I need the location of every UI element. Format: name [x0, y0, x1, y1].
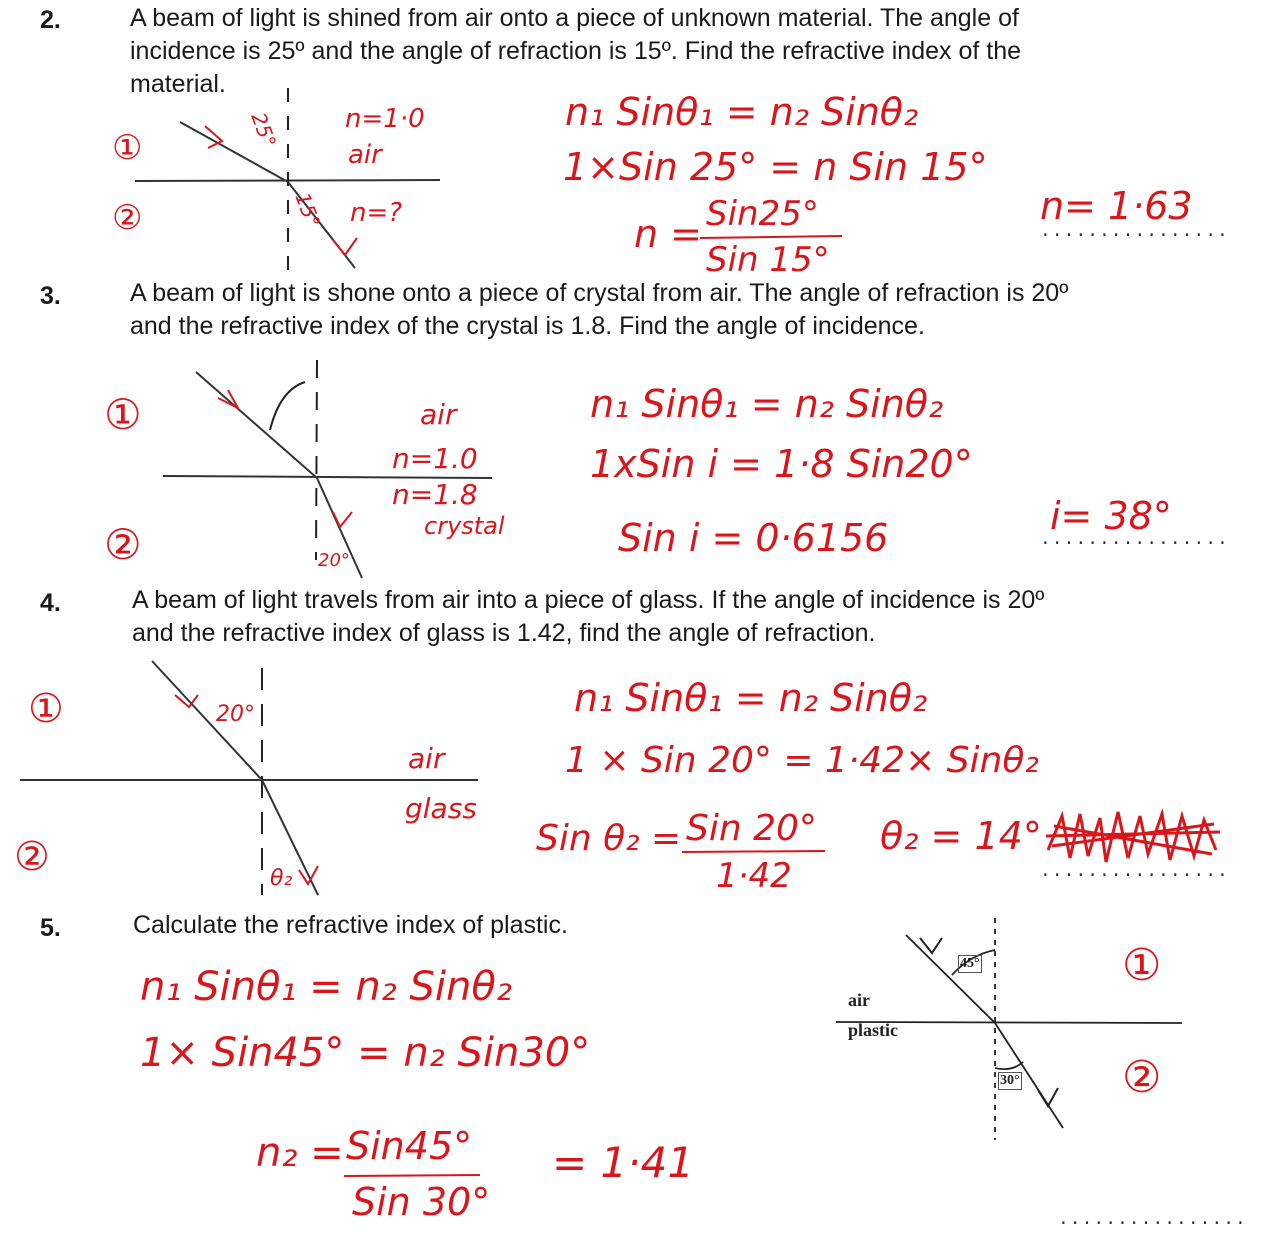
incident-ray	[196, 372, 317, 478]
air-label: air	[848, 990, 870, 1010]
fraction-denominator: Sin 15°	[706, 240, 830, 280]
question-line: A beam of light is shone onto a piece of crystal from air. The angle of refraction is 20º	[130, 279, 1069, 307]
arrow-head	[920, 938, 942, 953]
question-number: 5.	[40, 914, 61, 942]
medium-1-marker: ①	[112, 128, 143, 168]
medium-1-marker: ①	[104, 390, 142, 439]
arrow-head	[175, 695, 198, 707]
diagram-label: n=1.0	[392, 442, 478, 475]
diagram-label: n=1·0	[345, 104, 425, 134]
answer-line: ................	[1058, 1210, 1247, 1230]
question-line: material.	[130, 70, 226, 98]
final-answer: θ₂ = 14°	[880, 814, 1042, 858]
diagram-label: glass	[405, 792, 477, 825]
question-number: 4.	[40, 589, 61, 617]
angle-label: 20°	[318, 550, 350, 571]
angle-arc	[270, 382, 305, 430]
fraction-numerator: Sin 20°	[686, 808, 817, 849]
diagram-label: crystal	[424, 512, 505, 540]
working-line: n₁ Sinθ₁ = n₂ Sinθ₂	[574, 676, 928, 720]
diagram-label: air	[348, 140, 382, 170]
fraction-denominator: Sin 30°	[352, 1180, 491, 1224]
arrow-head	[333, 238, 357, 255]
fraction-numerator: Sin45°	[346, 1124, 473, 1168]
medium-2-marker: ②	[14, 834, 50, 880]
q4-diagram	[20, 661, 478, 895]
diagram-label: n=?	[350, 198, 403, 228]
final-answer: n= 1·63	[1040, 184, 1193, 228]
fraction-denominator: 1·42	[716, 856, 792, 896]
working-line: Sin i = 0·6156	[618, 516, 889, 560]
refraction-angle-label: 30°	[1000, 1073, 1020, 1088]
fraction-bar	[700, 236, 842, 238]
working-line: n =	[634, 212, 703, 256]
question-line: A beam of light travels from air into a piece of glass. If the angle of incidence is 20º	[132, 586, 1045, 614]
medium-2-marker: ②	[112, 198, 143, 238]
plastic-label: plastic	[848, 1020, 899, 1040]
crossed-out-scribble	[1044, 806, 1224, 876]
medium-1-marker: ①	[28, 686, 64, 732]
working-line: 1xSin i = 1·8 Sin20°	[590, 442, 973, 486]
medium-2-marker: ②	[1122, 1052, 1162, 1103]
answer-line: ................	[1040, 862, 1229, 882]
angle-label: 20°	[216, 702, 255, 727]
normal-line	[316, 360, 317, 560]
angle-label: 25°	[246, 109, 282, 151]
question-number: 2.	[40, 6, 61, 34]
fraction-bar	[682, 851, 825, 852]
working-line: n₂ =	[256, 1130, 344, 1176]
working-line: n₁ Sinθ₁ = n₂ Sinθ₂	[590, 382, 944, 426]
question-line: and the refractive index of the crystal is 1.8. Find the angle of incidence.	[130, 312, 925, 340]
fraction-numerator: Sin25°	[706, 194, 819, 234]
medium-1-marker: ①	[1122, 940, 1162, 991]
working-line: 1 × Sin 20° = 1·42× Sinθ₂	[565, 740, 1039, 781]
angle-label: θ₂	[270, 866, 293, 891]
diagram-label: air	[420, 398, 457, 431]
final-answer: = 1·41	[552, 1138, 695, 1187]
incident-ray	[906, 935, 995, 1023]
working-line: Sin θ₂ =	[536, 818, 682, 859]
working-line: 1×Sin 25° = n Sin 15°	[563, 145, 988, 189]
question-line: and the refractive index of glass is 1.42, find the angle of refraction.	[132, 619, 876, 647]
question-line: incidence is 25º and the angle of refraction is 15º. Find the refractive index of the	[130, 37, 1022, 65]
working-line: 1× Sin45° = n₂ Sin30°	[140, 1030, 591, 1076]
diagram-label: air	[408, 742, 445, 775]
medium-2-marker: ②	[104, 520, 142, 569]
final-answer: i= 38°	[1050, 494, 1172, 538]
answer-line: ................	[1040, 222, 1229, 242]
angle-arc	[995, 1062, 1023, 1069]
incidence-angle-label: 45°	[960, 956, 980, 971]
arrow-head	[333, 512, 352, 527]
question-line: Calculate the refractive index of plastic.	[133, 911, 568, 939]
answer-line: ................	[1040, 530, 1229, 550]
question-line: A beam of light is shined from air onto a piece of unknown material. The angle of	[130, 4, 1019, 32]
angle-label: 15°	[290, 189, 326, 231]
diagram-label: n=1.8	[392, 478, 478, 511]
working-line: n₁ Sinθ₁ = n₂ Sinθ₂	[140, 964, 512, 1010]
question-number: 3.	[40, 282, 61, 310]
fraction-bar	[344, 1175, 480, 1176]
working-line: n₁ Sinθ₁ = n₂ Sinθ₂	[565, 90, 919, 134]
